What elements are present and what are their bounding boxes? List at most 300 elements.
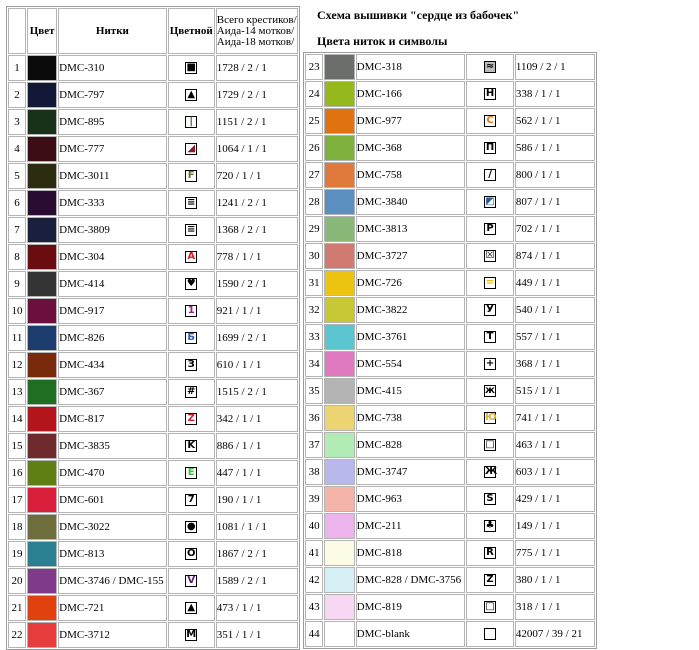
table-row [305,378,595,404]
table-row [8,190,298,216]
stitch-totals: 515 / 1 / 1 [515,378,595,404]
color-swatch-cell [324,378,354,404]
table-row [8,325,298,351]
color-swatch-cell [324,459,354,485]
table-row [305,189,595,215]
table-row [8,406,298,432]
color-swatch [325,109,353,133]
color-swatch-cell [27,406,57,432]
stitch-totals: 586 / 1 / 1 [515,135,595,161]
symbol-icon: ≈ [485,61,495,73]
row-number: 12 [8,352,26,378]
stitch-totals: 807 / 1 / 1 [515,189,595,215]
row-number: 28 [305,189,323,215]
table-row [305,270,595,296]
thread-name: DMC-blank [356,621,466,647]
symbol-cell [466,567,514,593]
symbol-cell [168,136,215,162]
stitch-totals: 447 / 1 / 1 [216,460,298,486]
color-swatch [28,164,56,188]
color-swatch-cell [27,298,57,324]
thread-name: DMC-601 [58,487,166,513]
row-number: 44 [305,621,323,647]
row-number: 38 [305,459,323,485]
symbol-icon: E [185,467,197,479]
thread-name: DMC-3835 [58,433,166,459]
color-swatch-cell [324,270,354,296]
thread-name: DMC-818 [356,540,466,566]
symbol-icon: H [485,88,495,100]
color-swatch [28,569,56,593]
row-number: 22 [8,622,26,648]
symbol-cell [466,513,514,539]
stitch-totals: 1109 / 2 / 1 [515,54,595,80]
thread-name: DMC-828 [356,432,466,458]
color-swatch-cell [324,540,354,566]
table-row [305,594,595,620]
symbol-icon: □ [485,439,495,451]
symbol-icon: S [484,493,496,505]
stitch-totals: 886 / 1 / 1 [216,433,298,459]
color-swatch [28,434,56,458]
thread-name: DMC-434 [58,352,166,378]
color-swatch [325,379,353,403]
table-row [8,514,298,540]
symbol-cell [168,163,215,189]
table-row [305,567,595,593]
thread-name: DMC-304 [58,244,166,270]
stitch-totals: 1729 / 2 / 1 [216,82,298,108]
color-swatch-cell [324,54,354,80]
table-header-row [8,8,298,54]
color-swatch-cell [27,568,57,594]
row-number: 1 [8,55,26,81]
color-swatch [325,568,353,592]
thread-name: DMC-817 [58,406,166,432]
stitch-totals: 562 / 1 / 1 [515,108,595,134]
color-swatch-cell [27,514,57,540]
color-swatch [28,272,56,296]
header-symbol: Цветной [168,8,215,54]
color-swatch-cell [27,433,57,459]
thread-table-right [303,52,597,649]
table-row [305,621,595,647]
thread-name: DMC-963 [356,486,466,512]
symbol-icon: | [185,116,197,128]
symbol-cell [168,298,215,324]
thread-name: DMC-3022 [58,514,166,540]
table-row [8,82,298,108]
color-swatch-cell [27,352,57,378]
table-row [305,513,595,539]
symbol-icon [484,628,496,640]
color-swatch [325,460,353,484]
table-row [305,54,595,80]
symbol-cell [466,54,514,80]
symbol-icon: + [485,358,495,370]
table-row [8,622,298,648]
thread-name: DMC-554 [356,351,466,377]
color-swatch [325,352,353,376]
header-totals-line: Аида-18 мотков/ [216,35,295,48]
table-row [8,352,298,378]
symbol-icon: ♣ [485,520,495,532]
thread-name: DMC-3822 [356,297,466,323]
symbol-cell [466,432,514,458]
color-swatch-cell [27,244,57,270]
table-row [305,243,595,269]
symbol-icon: ▲ [185,602,197,614]
stitch-totals: 720 / 1 / 1 [216,163,298,189]
symbol-icon: ж [485,385,495,397]
table-row [305,324,595,350]
symbol-cell [168,82,215,108]
row-number: 41 [305,540,323,566]
color-swatch-cell [27,82,57,108]
thread-name: DMC-917 [58,298,166,324]
stitch-totals: 800 / 1 / 1 [515,162,595,188]
color-swatch [28,191,56,215]
color-swatch [325,325,353,349]
color-swatch-cell [324,189,354,215]
stitch-totals: 1081 / 1 / 1 [216,514,298,540]
symbol-icon: P [484,223,496,235]
thread-name: DMC-738 [356,405,466,431]
symbol-cell [168,406,215,432]
table-row [8,595,298,621]
row-number: 26 [305,135,323,161]
header-totals [216,8,298,54]
symbol-icon: Б [185,332,197,344]
table-row [8,541,298,567]
row-number: 39 [305,486,323,512]
stitch-totals: 1151 / 2 / 1 [216,109,298,135]
row-number: 7 [8,217,26,243]
stitch-totals: 351 / 1 / 1 [216,622,298,648]
thread-name: DMC-777 [58,136,166,162]
symbol-icon: ≡ [187,224,196,236]
row-number: 32 [305,297,323,323]
row-number: 9 [8,271,26,297]
symbol-icon: M [186,629,197,641]
table-row [305,405,595,431]
stitch-totals: 1589 / 2 / 1 [216,568,298,594]
row-number: 8 [8,244,26,270]
symbol-icon: F [185,170,197,182]
color-swatch [28,461,56,485]
row-number: 10 [8,298,26,324]
symbol-icon: Z [185,413,197,425]
color-swatch-cell [27,541,57,567]
thread-name: DMC-3809 [58,217,166,243]
symbol-cell [466,594,514,620]
row-number: 40 [305,513,323,539]
symbol-cell [466,486,514,512]
color-swatch [28,596,56,620]
color-swatch-cell [324,324,354,350]
stitch-totals: 874 / 1 / 1 [515,243,595,269]
symbol-cell [466,621,514,647]
row-number: 27 [305,162,323,188]
symbol-icon: O [186,548,196,560]
color-swatch [325,514,353,538]
stitch-totals: 1590 / 2 / 1 [216,271,298,297]
stitch-totals: 463 / 1 / 1 [515,432,595,458]
row-number: 21 [8,595,26,621]
thread-name: DMC-3761 [356,324,466,350]
symbol-cell [466,405,514,431]
symbol-cell [466,540,514,566]
symbol-cell [466,324,514,350]
thread-table-right-body [305,54,595,647]
color-swatch [325,190,353,214]
color-swatch-cell [27,163,57,189]
symbol-cell [168,568,215,594]
stitch-totals: 921 / 1 / 1 [216,298,298,324]
table-row [8,298,298,324]
stitch-totals: 342 / 1 / 1 [216,406,298,432]
symbol-cell [466,378,514,404]
thread-name: DMC-758 [356,162,466,188]
stitch-totals: 429 / 1 / 1 [515,486,595,512]
color-swatch-cell [27,325,57,351]
symbol-icon: V [185,575,197,587]
symbol-icon: A [185,251,197,263]
color-swatch [28,488,56,512]
table-row [305,135,595,161]
symbol-icon: ◢ [185,143,197,155]
symbol-cell [168,622,215,648]
color-swatch-cell [324,594,354,620]
color-swatch [28,380,56,404]
color-swatch [325,82,353,106]
symbol-icon: Т [484,331,496,343]
symbol-cell [466,270,514,296]
stitch-totals: 473 / 1 / 1 [216,595,298,621]
row-number: 13 [8,379,26,405]
color-swatch-cell [324,486,354,512]
color-swatch [28,245,56,269]
thread-name: DMC-726 [356,270,466,296]
symbol-cell [466,108,514,134]
symbol-icon: K [185,440,197,452]
symbol-icon: Ж [485,466,498,478]
color-swatch-cell [324,162,354,188]
color-swatch-cell [27,55,57,81]
color-swatch-cell [324,81,354,107]
symbol-cell [168,325,215,351]
table-row [305,297,595,323]
thread-name: DMC-826 [58,325,166,351]
stitch-totals: 149 / 1 / 1 [515,513,595,539]
symbol-icon: R [484,547,496,559]
color-swatch-cell [27,109,57,135]
color-swatch [28,353,56,377]
row-number: 24 [305,81,323,107]
table-row [305,459,595,485]
row-number: 15 [8,433,26,459]
symbol-cell [168,271,215,297]
stitch-totals: 190 / 1 / 1 [216,487,298,513]
row-number: 23 [305,54,323,80]
color-swatch-cell [27,622,57,648]
table-row [305,216,595,242]
row-number: 14 [8,406,26,432]
color-swatch-cell [324,513,354,539]
symbol-cell [466,459,514,485]
thread-name: DMC-3746 / DMC-155 [58,568,166,594]
table-row [305,432,595,458]
color-swatch-cell [324,351,354,377]
stitch-totals: 338 / 1 / 1 [515,81,595,107]
color-swatch [28,299,56,323]
thread-name: DMC-797 [58,82,166,108]
row-number: 42 [305,567,323,593]
thread-name: DMC-3813 [356,216,466,242]
thread-table-left-body [8,55,298,648]
symbol-cell [466,243,514,269]
thread-name: DMC-368 [356,135,466,161]
table-row [305,81,595,107]
symbol-icon: 7 [185,494,197,506]
row-number: 29 [305,216,323,242]
symbol-cell [168,109,215,135]
row-number: 36 [305,405,323,431]
stitch-totals: 380 / 1 / 1 [515,567,595,593]
thread-table-left [6,6,300,650]
stitch-totals: 449 / 1 / 1 [515,270,595,296]
row-number: 17 [8,487,26,513]
table-row [8,217,298,243]
row-number: 3 [8,109,26,135]
table-row [305,108,595,134]
table-row [305,351,595,377]
color-swatch-cell [324,567,354,593]
row-number: 20 [8,568,26,594]
thread-name: DMC-3840 [356,189,466,215]
row-number: 18 [8,514,26,540]
header-totals-line: Аида-14 мотков/ [216,24,295,37]
color-swatch [325,595,353,619]
table-row [8,163,298,189]
symbol-icon: ▲ [185,89,197,101]
symbol-cell [168,541,215,567]
color-swatch [325,217,353,241]
thread-name: DMC-333 [58,190,166,216]
stitch-totals: 775 / 1 / 1 [515,540,595,566]
color-swatch [325,55,353,79]
header-number [8,8,26,54]
thread-name: DMC-813 [58,541,166,567]
color-swatch-cell [27,460,57,486]
table-row [8,568,298,594]
thread-name: DMC-367 [58,379,166,405]
thread-name: DMC-3011 [58,163,166,189]
symbol-cell [168,433,215,459]
stitch-totals: 603 / 1 / 1 [515,459,595,485]
symbol-icon: ● [186,521,196,533]
header-color: Цвет [27,8,57,54]
table-row [8,55,298,81]
symbol-icon: # [187,386,196,398]
row-number: 30 [305,243,323,269]
table-row [8,136,298,162]
symbol-icon: C [484,115,496,127]
color-swatch [28,137,56,161]
thread-name: DMC-3712 [58,622,166,648]
stitch-totals: 610 / 1 / 1 [216,352,298,378]
color-swatch-cell [324,621,354,647]
table-row [8,244,298,270]
stitch-totals: 741 / 1 / 1 [515,405,595,431]
stitch-totals: 540 / 1 / 1 [515,297,595,323]
color-swatch [325,163,353,187]
color-swatch-cell [27,595,57,621]
symbol-cell [168,379,215,405]
header-totals-line: Всего крестиков/ [216,13,297,26]
color-swatch [28,218,56,242]
table-row [305,486,595,512]
color-swatch [325,298,353,322]
page-title: Схема вышивки "сердце из бабочек" [317,8,520,22]
table-row [8,271,298,297]
symbol-icon: □ [485,601,495,613]
thread-name: DMC-166 [356,81,466,107]
color-swatch-cell [324,297,354,323]
color-swatch [28,56,56,80]
row-number: 19 [8,541,26,567]
symbol-icon: Z [484,574,496,586]
row-number: 37 [305,432,323,458]
table-row [8,460,298,486]
color-swatch-cell [27,487,57,513]
thread-name: DMC-211 [356,513,466,539]
table-row [8,379,298,405]
thread-name: DMC-414 [58,271,166,297]
color-swatch-cell [324,108,354,134]
stitch-totals: 557 / 1 / 1 [515,324,595,350]
color-swatch [28,542,56,566]
color-swatch-cell [27,136,57,162]
table-row [305,162,595,188]
row-number: 25 [305,108,323,134]
thread-name: DMC-470 [58,460,166,486]
color-swatch [28,110,56,134]
symbol-cell [168,244,215,270]
stitch-totals: 1368 / 2 / 1 [216,217,298,243]
thread-name: DMC-3727 [356,243,466,269]
symbol-icon: ☒ [485,250,495,262]
symbol-cell [466,162,514,188]
symbol-icon: ♥ [186,278,196,290]
symbol-cell [168,55,215,81]
symbol-cell [466,135,514,161]
color-swatch [28,83,56,107]
color-swatch [325,541,353,565]
color-swatch-cell [324,243,354,269]
symbol-cell [168,595,215,621]
row-number: 31 [305,270,323,296]
symbol-cell [466,297,514,323]
row-number: 34 [305,351,323,377]
symbol-cell [168,190,215,216]
thread-name: DMC-828 / DMC-3756 [356,567,466,593]
color-swatch-cell [27,190,57,216]
symbol-icon: 1 [185,305,197,317]
stitch-totals: 702 / 1 / 1 [515,216,595,242]
stitch-totals: 42007 / 39 / 21 [515,621,595,647]
stitch-totals: 1728 / 2 / 1 [216,55,298,81]
